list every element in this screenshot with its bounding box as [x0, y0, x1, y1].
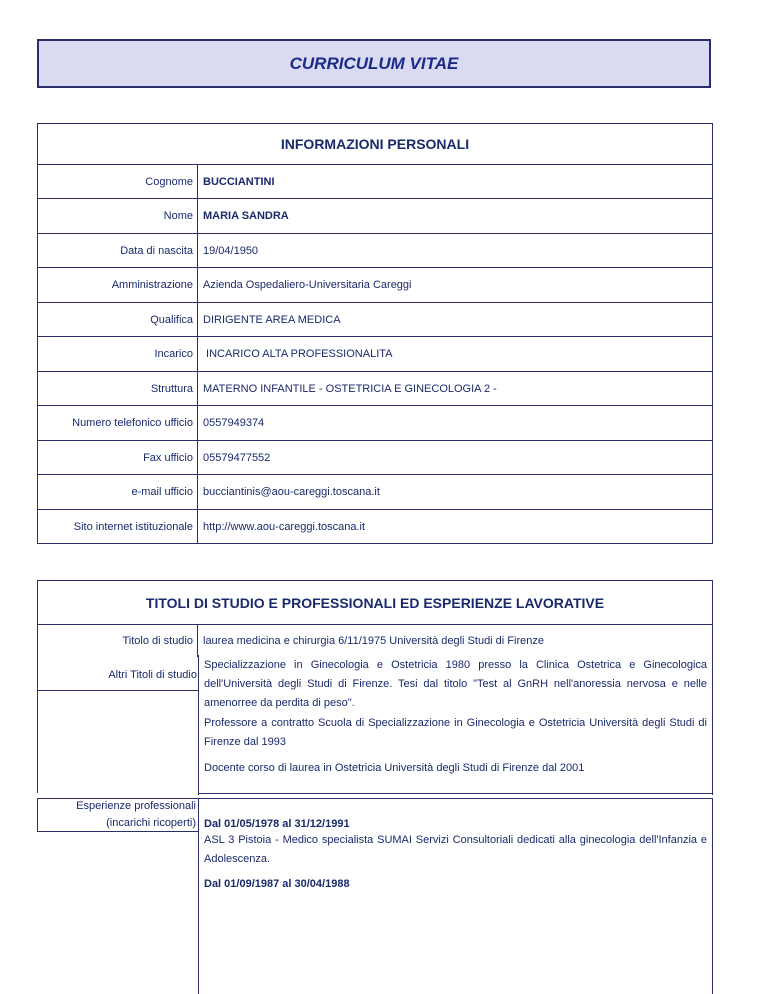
experience-period-2: Dal 01/09/1987 al 30/04/1988 [204, 878, 350, 890]
other-title-2: Professore a contratto Scuola di Specializzazione in Ginecologia e Ostetricia Università degli Studi di Firenze dal 1993 [204, 717, 707, 748]
study-value: laurea medicina e chirurgia 6/11/1975 Università degli Studi di Firenze [203, 635, 544, 647]
personal-row-value: bucciantinis@aou-careggi.toscana.it [203, 486, 380, 498]
personal-row [38, 234, 712, 268]
personal-row [38, 406, 712, 441]
titles-heading: TITOLI DI STUDIO E PROFESSIONALI ED ESPERIENZE LAVORATIVE [38, 581, 712, 625]
personal-row [38, 475, 712, 510]
personal-row-value: http://www.aou-careggi.toscana.it [203, 520, 366, 533]
personal-row [38, 165, 712, 199]
personal-row-value: MARIA SANDRA [203, 210, 289, 222]
personal-row-value: 05579477552 [203, 451, 271, 464]
personal-row [38, 372, 712, 406]
cv-title-box [37, 39, 711, 88]
personal-row-value: DIRIGENTE AREA MEDICA [203, 313, 341, 326]
vertical-divider [198, 655, 199, 795]
personal-row-value: Azienda Ospedaliero-Universitaria Careggi [203, 279, 412, 291]
experience-desc-1: ASL 3 Pistoia - Medico specialista SUMAI Servizi Consultoriali dedicati alla ginecologia dell'Infanzia e Adolescenza. [204, 834, 707, 865]
other-titles-bottom-line [198, 793, 713, 794]
personal-row-label: Nome [38, 199, 198, 233]
personal-row [38, 337, 712, 372]
experience-label-1: Esperienze professionali [76, 800, 196, 812]
experience-divider [198, 798, 199, 994]
personal-info-rows [38, 165, 712, 543]
personal-row-label: Incarico [38, 337, 198, 371]
cv-title: CURRICULUM VITAE [289, 53, 459, 73]
other-titles-label: Altri Titoli di studio [108, 669, 197, 681]
experience-top-line [198, 798, 713, 799]
study-label: Titolo di studio [38, 625, 198, 657]
personal-row [38, 199, 712, 234]
study-row [38, 625, 712, 657]
experience-right-line [712, 798, 713, 994]
personal-info-heading: INFORMAZIONI PERSONALI [38, 124, 712, 165]
personal-info-section [37, 123, 713, 544]
personal-row [38, 268, 712, 303]
personal-row [38, 303, 712, 337]
left-border-line [37, 655, 38, 691]
personal-row-value: 19/04/1950 [203, 244, 259, 257]
personal-row-value: BUCCIANTINI [203, 175, 275, 188]
right-border-line [712, 655, 713, 795]
personal-row [38, 441, 712, 475]
personal-row-label: Fax ufficio [38, 441, 198, 474]
personal-row [38, 510, 712, 543]
other-title-1: Specializzazione in Ginecologia e Ostetricia 1980 presso la Clinica Ostetrica e Ginecologica dell'Università degli Studi di Firenze. Tesi dal titolo "Test al GnRH nell'anoressia nervosa e nelle amenorree da perdita di peso". [204, 659, 707, 709]
experience-label-2: (incarichi ricoperti) [106, 817, 196, 829]
personal-row-value: 0557949374 [203, 417, 265, 429]
personal-row-label: e-mail ufficio [38, 475, 198, 509]
personal-row-label: Amministrazione [38, 268, 198, 302]
personal-row-value: MATERNO INFANTILE - OSTETRICIA E GINECOLOGIA 2 - [203, 382, 497, 395]
personal-row-label: Numero telefonico ufficio [38, 406, 198, 440]
personal-row-label: Cognome [38, 165, 198, 198]
personal-row-label: Struttura [38, 372, 198, 405]
personal-row-label: Qualifica [38, 303, 198, 336]
personal-row-value: INCARICO ALTA PROFESSIONALITA [203, 348, 393, 360]
experience-period-1: Dal 01/05/1978 al 31/12/1991 [204, 818, 350, 830]
other-title-3: Docente corso di laurea in Ostetricia Università degli Studi di Firenze dal 2001 [204, 762, 585, 774]
personal-row-label: Sito internet istituzionale [38, 510, 198, 543]
personal-row-label: Data di nascita [38, 234, 198, 267]
